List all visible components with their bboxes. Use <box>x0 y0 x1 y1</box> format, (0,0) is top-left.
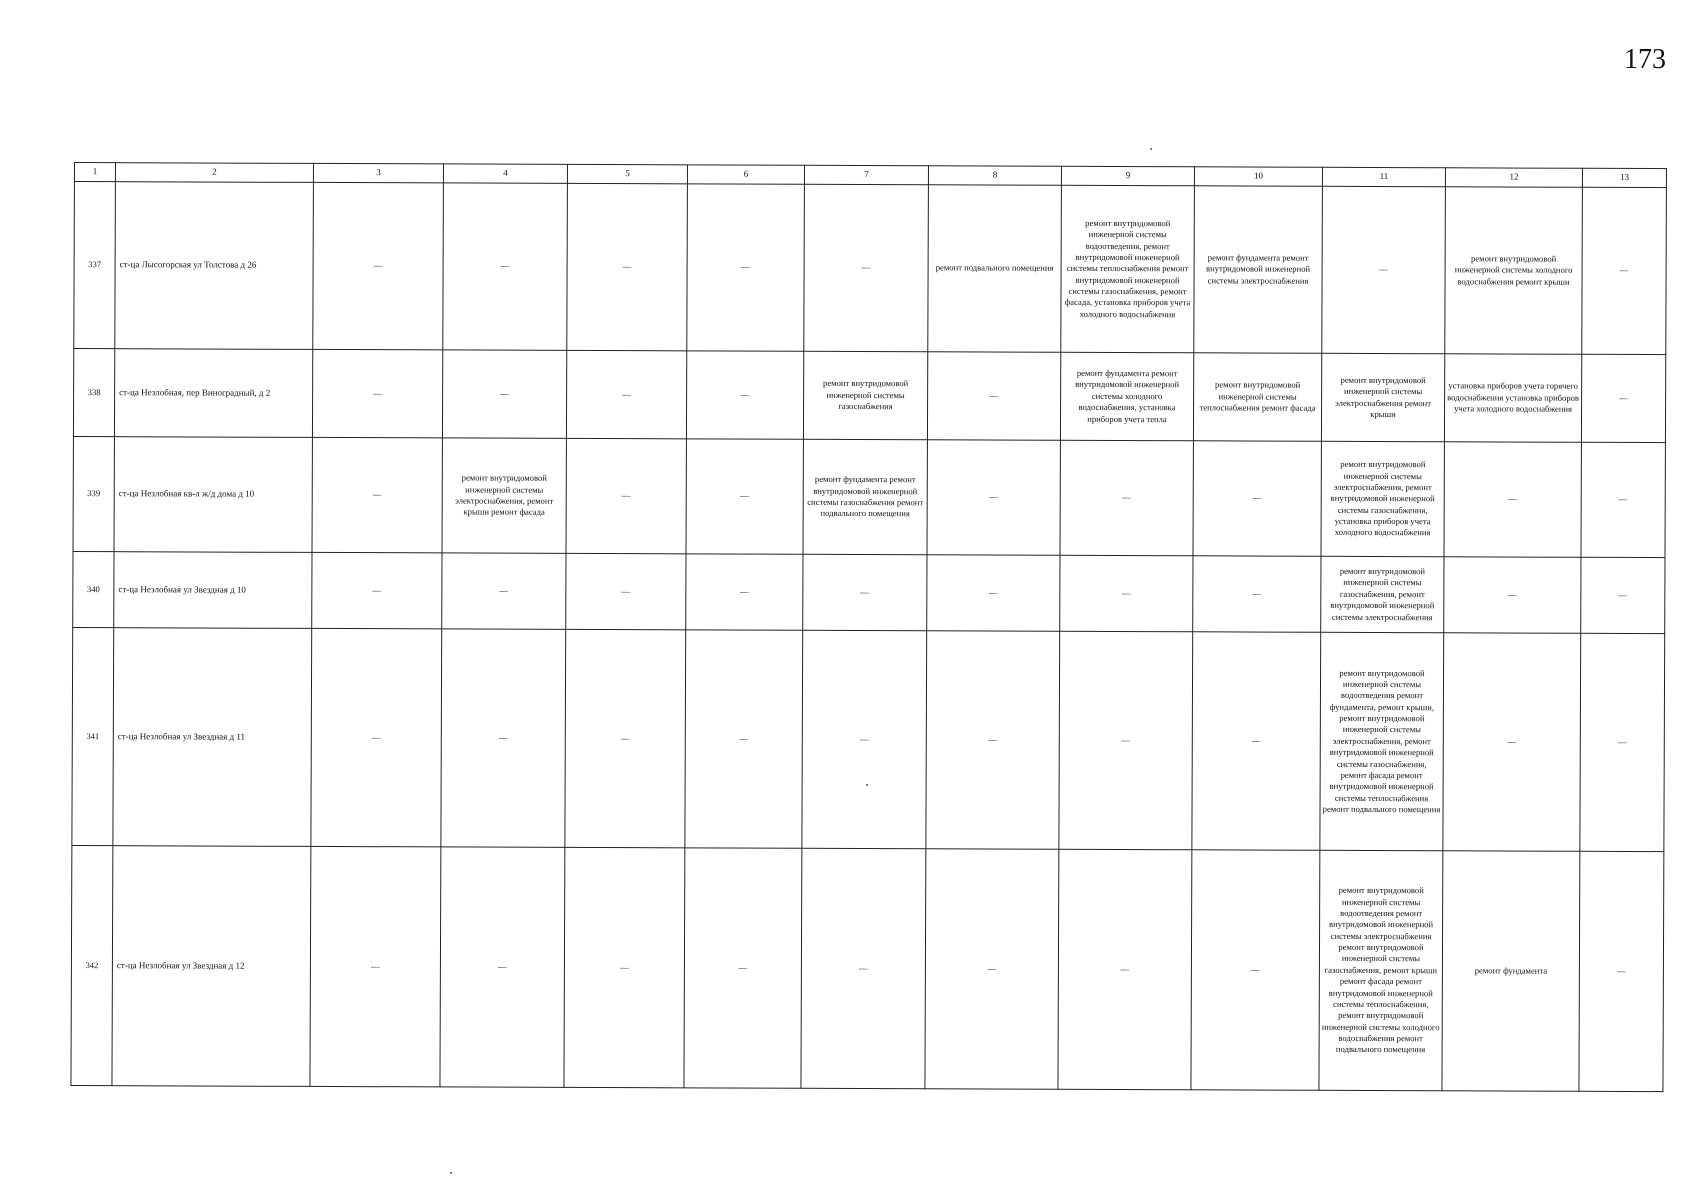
row-number: 342 <box>71 845 113 1085</box>
table-cell: — <box>686 351 803 439</box>
address-cell: ст-ца Незлобная кв-л ж/д дома д 10 <box>114 437 312 553</box>
table-cell: — <box>687 184 805 351</box>
column-header: 8 <box>928 166 1061 186</box>
table-cell: ремонт внутридомовой инженерной системы водоотведения, ремонт внутридомовой инженерной системы теплоснабжения ремонт внутридомовой инженерной системы газоснабжения, ремонт фасада, установка приборов учета холодного водоснабжения <box>1061 185 1195 353</box>
table-row <box>74 182 1667 355</box>
scan-speck <box>1150 148 1152 150</box>
column-header: 9 <box>1061 166 1194 186</box>
table-cell: ремонт внутридомовой инженерной системы водоотведения ремонт фундамента, ремонт крыши, ремонт внутридомовой инженерной системы электроснабжения, ремонт внутридомовой инженерной системы газоснабжения, ремонт фасада ремонт внутридомовой инженерной системы теплоснабжения ремонт подвального помещения <box>1320 632 1444 850</box>
table-row <box>73 349 1665 443</box>
table-cell: ремонт фундамента <box>1442 851 1580 1092</box>
table-cell: — <box>1192 632 1321 850</box>
table-cell: — <box>566 438 686 553</box>
table-cell: — <box>564 847 685 1087</box>
table-cell: — <box>925 849 1059 1090</box>
table-cell: — <box>1443 633 1581 852</box>
table-cell: — <box>442 553 566 629</box>
table-cell: — <box>1191 850 1320 1090</box>
table-cell: — <box>801 848 926 1088</box>
table-cell: — <box>1322 186 1446 353</box>
column-header: 4 <box>443 164 567 183</box>
table-row <box>71 845 1664 1091</box>
scan-speck <box>450 1172 452 1174</box>
table-cell: установка приборов учета горячего водоснабжения установка приборов учета холодного водоснабжения <box>1444 354 1581 443</box>
table-cell: — <box>1444 442 1581 558</box>
table-cell: — <box>1059 631 1193 850</box>
table-cell: — <box>310 846 441 1086</box>
column-header: 11 <box>1322 167 1445 186</box>
table-cell: ремонт внутридомовой инженерной системы электроснабжения, ремонт внутридомовой инженерной системы газоснабжения, установка приборов учета холодного водоснабжения <box>1321 441 1444 556</box>
table-cell: — <box>313 182 444 349</box>
table-cell: — <box>441 629 566 847</box>
table-cell: — <box>803 554 927 630</box>
address-cell: ст-ца Незлобная ул Звездная д 12 <box>112 846 311 1087</box>
table-cell: — <box>1060 555 1193 632</box>
table-cell: — <box>442 350 566 438</box>
repair-program-table <box>70 162 1667 1092</box>
table-cell: ремонт фундамента ремонт внутридомовой инженерной системы электроснабжения <box>1194 186 1323 353</box>
table-cell: — <box>927 440 1060 556</box>
page-number: 173 <box>1624 44 1666 75</box>
table-cell: — <box>566 553 686 629</box>
table-cell: — <box>802 630 927 848</box>
table-cell: — <box>1579 851 1664 1091</box>
table-cell: ремонт внутридомовой инженерной системы холодного водоснабжения ремонт крыши <box>1445 187 1583 355</box>
table-cell: — <box>927 352 1060 441</box>
address-cell: ст-ца Незлобная ул Звездная д 10 <box>114 552 312 629</box>
table-cell: ремонт фундамента ремонт внутридомовой инженерной системы холодного водоснабжения, установка приборов учета тепла <box>1060 352 1193 441</box>
table-cell: ремонт внутридомовой инженерной системы водоотведения ремонт внутридомовой инженерной системы электроснабжения ремонт внутридомовой инженерной системы газоснабжения, ремонт крыши ремонт фасада ремонт внутридомовой инженерной системы теплоснабжения, ремонт внутридомовой инженерной системы холодного водоснабжения ремонт подвального помещения <box>1319 850 1443 1090</box>
column-header: 7 <box>804 165 928 184</box>
table-cell: — <box>565 629 686 847</box>
table-cell: — <box>1060 440 1193 556</box>
table-cell: ремонт фундамента ремонт внутридомовой инженерной системы газоснабжения ремонт подвального помещения <box>803 439 927 554</box>
table-row <box>73 436 1665 557</box>
column-header: 13 <box>1582 168 1666 187</box>
row-number: 341 <box>72 627 114 845</box>
address-cell: ст-ца Незлобная, пер Виноградный, д 2 <box>114 349 312 438</box>
table-cell: ремонт внутридомовой инженерной системы электроснабжения, ремонт крыши ремонт фасада <box>442 438 566 553</box>
table-cell: — <box>1444 557 1581 634</box>
column-header: 10 <box>1194 167 1322 186</box>
table-cell: — <box>686 439 803 554</box>
table-cell: — <box>312 349 442 437</box>
table-cell: — <box>440 847 565 1087</box>
address-cell: ст-ца Лысогорская ул Толстова д 26 <box>115 182 314 350</box>
row-number: 339 <box>73 436 114 551</box>
table-cell: — <box>1193 556 1321 632</box>
address-cell: ст-ца Незлобная ул Звездная д 11 <box>113 628 312 847</box>
table-cell: — <box>312 437 442 552</box>
table-cell: — <box>566 350 686 438</box>
table-cell: — <box>567 183 688 350</box>
column-header: 6 <box>687 165 804 184</box>
table-cell: — <box>926 631 1060 850</box>
table-cell: — <box>1058 849 1192 1090</box>
table-cell: — <box>685 630 803 848</box>
table-cell: ремонт внутридомовой инженерной системы электроснабжения ремонт крыши <box>1321 353 1444 441</box>
table-cell: — <box>1581 354 1665 442</box>
table-cell: — <box>443 183 568 350</box>
table-row <box>72 627 1665 851</box>
row-number: 338 <box>73 349 114 437</box>
table-cell: — <box>1581 442 1665 557</box>
table-cell: — <box>684 848 802 1088</box>
column-header: 12 <box>1445 168 1582 188</box>
row-number: 337 <box>74 182 116 349</box>
column-header: 5 <box>567 164 687 183</box>
table-cell: — <box>804 184 929 351</box>
table-cell: — <box>1582 187 1667 354</box>
table-cell: — <box>312 552 442 628</box>
table-cell: — <box>1580 633 1665 851</box>
table-cell: — <box>1581 557 1665 633</box>
column-header: 2 <box>115 163 313 183</box>
table-cell: ремонт подвального помещения <box>928 185 1062 353</box>
row-number: 340 <box>73 551 114 627</box>
table-cell: — <box>311 628 442 846</box>
table-cell: — <box>686 554 803 630</box>
table-row <box>73 551 1665 633</box>
table-cell: ремонт внутридомовой инженерной системы газоснабжения, ремонт внутридомовой инженерной системы электроснабжения <box>1321 556 1444 632</box>
column-header: 3 <box>313 163 443 182</box>
column-header: 1 <box>74 163 115 182</box>
table-cell: ремонт внутридомовой инженерной системы газоснабжения <box>803 351 927 439</box>
table-cell: — <box>927 555 1060 632</box>
table-cell: — <box>1193 441 1321 556</box>
table-cell: ремонт внутридомовой инженерной системы теплоснабжения ремонт фасада <box>1193 353 1321 441</box>
